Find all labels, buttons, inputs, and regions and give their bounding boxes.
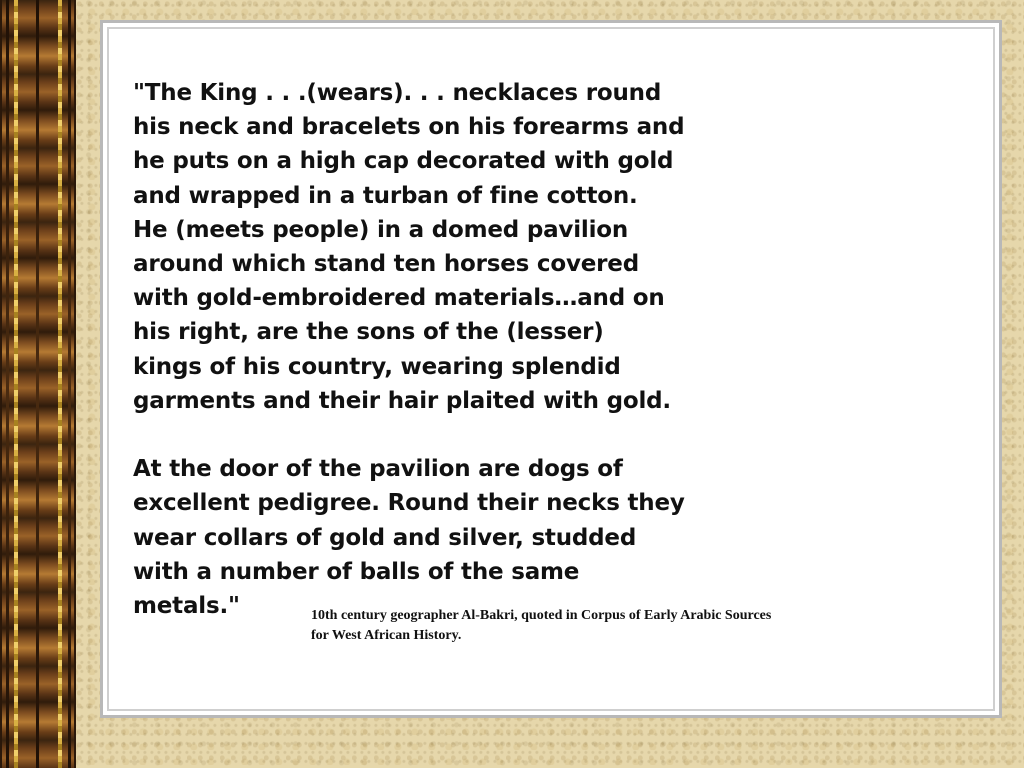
- citation-line: for West African History.: [311, 628, 462, 643]
- quote-line: excellent pedigree. Round their necks they: [133, 490, 685, 517]
- quote-line: garments and their hair plaited with gold.: [133, 387, 671, 414]
- quote-line: around which stand ten horses covered: [133, 251, 639, 278]
- quote-line: At the door of the pavilion are dogs of: [133, 456, 623, 483]
- quote-paragraph-1: [133, 76, 773, 418]
- source-citation: [311, 606, 901, 646]
- quote-paragraph-2: [133, 452, 773, 623]
- quote-line: with gold-embroidered materials…and on: [133, 285, 665, 312]
- quote-line: kings of his country, wearing splendid: [133, 353, 621, 380]
- slide-content-panel: [100, 20, 1002, 718]
- quote-line: "The King . . .(wears). . . necklaces round: [133, 80, 662, 106]
- gold-trim: [14, 0, 18, 768]
- paragraph-gap: [133, 418, 773, 452]
- quote-line: his right, are the sons of the (lesser): [133, 319, 604, 346]
- quote-line: metals.": [133, 593, 240, 620]
- quote-line: wear collars of gold and silver, studded: [133, 524, 637, 551]
- quote-line: He (meets people) in a domed pavilion: [133, 216, 629, 243]
- quote-line: he puts on a high cap decorated with gold: [133, 148, 674, 175]
- quote-line: his neck and bracelets on his forearms and: [133, 114, 685, 141]
- quote-line: with a number of balls of the same: [133, 558, 580, 585]
- decorative-border-strip: [0, 0, 76, 768]
- quote-text: [133, 76, 773, 623]
- citation-line: 10th century geographer Al-Bakri, quoted in Corpus of Early Arabic Sources: [311, 608, 772, 623]
- border-line: [68, 0, 71, 768]
- border-line: [36, 0, 39, 768]
- quote-line: and wrapped in a turban of fine cotton.: [133, 182, 638, 209]
- gold-trim: [58, 0, 62, 768]
- border-line: [6, 0, 9, 768]
